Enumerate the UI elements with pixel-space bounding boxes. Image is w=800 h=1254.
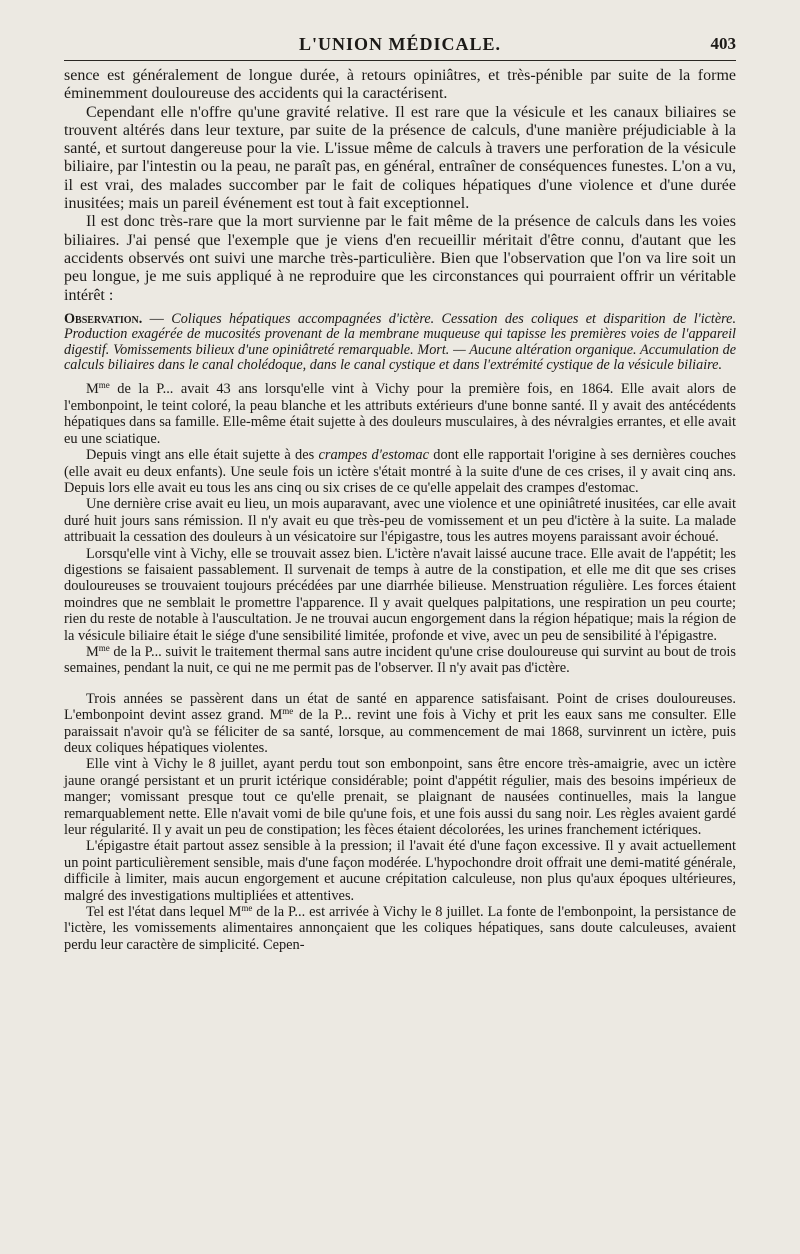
paragraph-text: Trois années se passèrent dans un état de santé en apparence satisfaisant. Point de crises douloureuses. L'embonpoint devint assez grand. <box>64 690 736 724</box>
paragraph <box>64 644 736 677</box>
paragraph: Cependant elle n'offre qu'une gravité relative. Il est rare que la vésicule et les canaux biliaires se trouvent altérés dans leur texture, par suite de la présence de calculs, d'une manière préjudiciable à la santé, et surtout dangereuse pour la vie. L'issue même de calculs à travers une perforation de la vésicule biliaire, par l'intestin ou la peau, ne paraît pas, en général, entraîner de conséquences funestes. L'on a vu, il est vrai, des malades succomber par le fait de coliques hépatiques d'une violence et d'une durée inusitées; mais un pareil événement est tout à fait exceptionnel. <box>64 103 736 213</box>
abbrev-sup: me <box>98 642 110 653</box>
observation-title: Coliques hépatiques accompagnées d'ictère. Cessation des coliques et disparition de l'ictère. Production exagérée de mucosités provenant de la membrane muqueuse qui tapisse les premières voies de l'appareil digestif. Vomissements bilieux d'une opiniâtreté remarquable. Mort. — Aucune altération organique. Accumulation de calculs biliaires dans le canal cholédoque, dans le canal cystique et dans l'extrémité cystique de la vésicule biliaire. <box>64 310 737 374</box>
paragraph-text: de la P... revint une fois à Vichy et prit les eaux sans me consulter. Elle paraissait n'avoir qu'à se féliciter de sa santé, lorsque, au commencement de mai 1868, survinrent un ictère, puis deux coliques hépatiques violentes. <box>64 707 737 757</box>
running-head <box>64 30 736 61</box>
paragraph: sence est généralement de longue durée, à retours opiniâtres, et très-pénible par suite de la forme éminemment douloureuse des accidents qui la caractérisent. <box>64 67 736 103</box>
observation-label: Observation. <box>64 310 143 327</box>
paragraph-text: dont elle rapportait l'origine à ses dernières couches (elle avait eu deux enfants). Une seule fois un ictère s'était montré à la suite d'une de ces crises, il y avait cinq ans. Depuis lors elle avait eu tous les ans cinq ou six crises de ce qu'elle appelait des crampes d'estomac. <box>64 447 736 496</box>
intro-text <box>64 67 736 305</box>
paragraph-text: Tel est l'état dans lequel <box>86 904 229 921</box>
paragraph <box>64 381 736 447</box>
page-number: 403 <box>710 34 736 53</box>
paragraph-text: Depuis vingt ans elle était sujette à des <box>86 447 319 464</box>
paragraph <box>64 904 736 953</box>
paragraph: Lorsqu'elle vint à Vichy, elle se trouvait assez bien. L'ictère n'avait laissé aucune trace. Elle avait de l'appétit; les digestions se faisaient passablement. Il survenait de temps à autre de la constipation, et elle me dit que ses crises douloureuses se trouvaient toujours précédées par une diarrhée bilieuse. Menstruation régulière. Les forces étaient moindres que ne semblait le promettre l'apparence. Il y avait quelques palpitations, une respiration un peu courte; rien du reste de notable à l'auscultation. Je ne trouvai aucun engorgement dans la région hépatique; mais la région de la vésicule biliaire était le siége d'une sensibilité limitée, profonde et vive, avec un peu de sensibilité à l'épigastre. <box>64 545 736 644</box>
paragraph: L'épigastre était partout assez sensible à la pression; il l'avait été d'une façon excessive. Il y avait actuellement un point particulièrement sensible, mais d'une façon modérée. L'hypochondre droit offrait une demi-matité générale, difficile à limiter, mais aucun engorgement et aucune crépitation calculeuse, non plus qu'aux époques ultérieures, malgré des investigations multipliées et attentives. <box>64 838 736 904</box>
abbrev-madame: M <box>86 643 99 660</box>
paragraph <box>64 447 736 496</box>
paragraph-text: de la P... suivit le traitement thermal sans autre incident qu'une crise douloureuse qui survint au bout de trois semaines, pendant la nuit, ce qui ne me permit pas de l'observer. Il n'y avait pas d'ictère. <box>64 643 736 677</box>
abbrev-madame: M <box>269 707 283 724</box>
abbrev-sup: me <box>282 706 294 717</box>
emphasis: crampes d'estomac <box>318 447 429 464</box>
paragraph: Il est donc très-rare que la mort survienne par le fait même de la présence de calculs dans les voies biliaires. J'ai pensé que l'exemple que je viens d'en recueillir méritait d'être connu, d'autant que les accidents observés ont suivi une marche très-particulière. Bien que l'observation que l'on va lire soit un peu longue, je me suis appliqué à ne reproduire que les circonstances qui pourraient offrir un véritable intérêt : <box>64 213 736 304</box>
abbrev-madame: M <box>86 381 99 398</box>
paragraph-text: de la P... avait 43 ans lorsqu'elle vint à Vichy pour la première fois, en 1864. Elle avait alors de l'embonpoint, le teint coloré, la peau blanche et les attributs extérieurs d'une bonne santé. Il y avait des antécédents hépatiques dans sa famille. Elle-même était sujette à des douleurs musculaires, à des névralgies errantes, et elle avait eu une sciatique. <box>64 381 736 447</box>
paragraph <box>64 691 736 757</box>
observation-dash: — <box>142 310 172 327</box>
paragraph: Elle vint à Vichy le 8 juillet, ayant perdu tout son embonpoint, sans être encore très-amaigrie, avec un ictère jaune orangé persistant et un prurit ictérique considérable; point d'appétit régulier, mais des besoins impérieux de manger; vomissant presque tout ce qu'elle prenait, se plaignant de nausées continuelles, mais la langue remarquablement nette. Elle n'avait vomi de bile qu'une fois, et une fois aussi du sang noir. Les règles avaient gardé leur régularité. Il y avait un peu de constipation; les fèces étaient décolorées, les urines franchement ictériques. <box>64 756 736 839</box>
abbrev-sup: me <box>241 903 253 914</box>
abbrev-madame: M <box>228 904 242 921</box>
paragraph: Une dernière crise avait eu lieu, un mois auparavant, avec une violence et une opiniâtreté inusitées, car elle avait duré huit jours sans rémission. Il n'y avait eu que très-peu de vomissement et un peu d'ictère à la suite. La malade attribuait la cessation des douleurs à un vésicatoire sur l'épigastre, tous les autres moyens paraissant avoir échoué. <box>64 496 736 546</box>
abbrev-sup: me <box>98 380 110 391</box>
journal-title: L'UNION MÉDICALE. <box>298 34 502 54</box>
observation-heading <box>64 312 736 374</box>
case-report <box>64 381 736 953</box>
paragraph-text: de la P... est arrivée à Vichy le 8 juillet. La fonte de l'embonpoint, la persistance de l'ictère, les vomissements alimentaires annonçaient que les coliques hépatiques, sans doute calculeuses, avaient perdu leur caractère de simplicité. Cepen- <box>64 904 737 953</box>
